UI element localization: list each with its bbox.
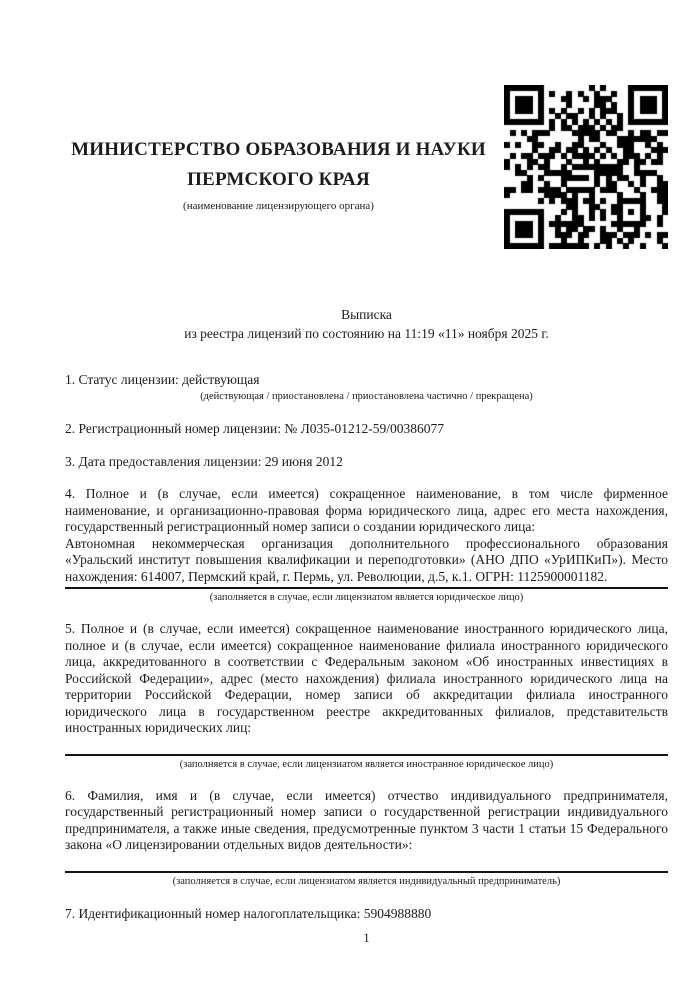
field-underline — [65, 871, 668, 873]
ministry-caption: (наименование лицензирующего органа) — [183, 200, 374, 212]
ministry-name-line1: МИНИСТЕРСТВО ОБРАЗОВАНИЯ И НАУКИ — [71, 139, 486, 160]
field-underline — [65, 754, 668, 756]
document-header — [65, 85, 668, 249]
foreign-entity-empty-value — [65, 737, 668, 752]
license-status-options-caption: (действующая / приостановлена / приостановлена частично / прекращена) — [200, 391, 533, 402]
foreign-entity-label: 5. Полное и (в случае, если имеется) сокращенное наименование иностранного юридического лица, полное и (в случае, если имеется) сокращенное наименование филиала иностранного юридического лица, аккредитованного в соответствии с Федеральным законом «Об иностранных инвестициях в Российской Федерации», адрес (место нахождения) филиала иностранного юридического лица на территории Российской Федерации, номер записи об аккредитации филиала иностранного юридического лица в государственном реестре аккредитованных филиалов, представительств иностранных юридических лиц: — [65, 621, 668, 735]
item-legal-entity — [65, 486, 668, 605]
individual-entrepreneur-caption: (заполняется в случае, если лицензиатом является индивидуальный предприниматель) — [172, 875, 561, 887]
item-individual-entrepreneur — [65, 788, 668, 889]
individual-entrepreneur-empty-value — [65, 854, 668, 869]
license-status-text: 1. Статус лицензии: действующая — [65, 372, 260, 387]
document-title — [65, 305, 668, 343]
item-taxpayer-number — [65, 905, 668, 922]
legal-entity-label: 4. Полное и (в случае, если имеется) сокращенное наименование, в том числе фирменное наименование, и организационно-правовая форма юридического лица, адрес его места нахождения, государственный регистрационный номер записи о создании юридического лица: — [65, 486, 668, 534]
taxpayer-number-text: 7. Идентификационный номер налогоплательщика: 5904988880 — [65, 905, 432, 921]
item-license-status — [65, 371, 668, 404]
license-date-text: 3. Дата предоставления лицензии: 29 июня 2012 — [65, 454, 343, 469]
qr-code-icon — [504, 85, 668, 249]
item-registration-number — [65, 420, 668, 437]
ministry-name — [65, 135, 492, 195]
item-license-date — [65, 453, 668, 470]
field-underline — [65, 587, 668, 589]
foreign-entity-caption: (заполняется в случае, если лицензиатом является иностранное юридическое лицо) — [179, 758, 554, 770]
document-title-line2: из реестра лицензий по состоянию на 11:19 «11» ноября 2025 г. — [184, 326, 549, 341]
document-title-line1: Выписка — [341, 307, 392, 322]
licensing-authority-block — [65, 135, 504, 212]
legal-entity-value: Автономная некоммерческая организация дополнительного профессионального образования «Уральский институт повышения квалификации и переподготовки» (АНО ДПО «УрИПКиП»). Место нахождения: 614007, Пермский край, г. Пермь, ул. Революции, д.5, к.1. ОГРН: 1125900001182. — [65, 535, 668, 584]
item-foreign-entity — [65, 621, 668, 772]
ministry-name-line2: ПЕРМСКОГО КРАЯ — [187, 169, 370, 190]
individual-entrepreneur-label: 6. Фамилия, имя и (в случае, если имеется) отчество индивидуального предпринимателя, государственный регистрационный номер записи о государственной регистрации индивидуального предпринимателя, а также иные сведения, предусмотренные пунктом 3 части 1 статьи 15 Федерального закона «О лицензировании отдельных видов деятельности»: — [65, 787, 668, 852]
page-number: 1 — [363, 931, 370, 945]
legal-entity-caption: (заполняется в случае, если лицензиатом является юридическое лицо) — [209, 592, 524, 603]
document-body — [65, 371, 668, 922]
registration-number-text: 2. Регистрационный номер лицензии: № Л035-01212-59/00386077 — [65, 421, 445, 436]
